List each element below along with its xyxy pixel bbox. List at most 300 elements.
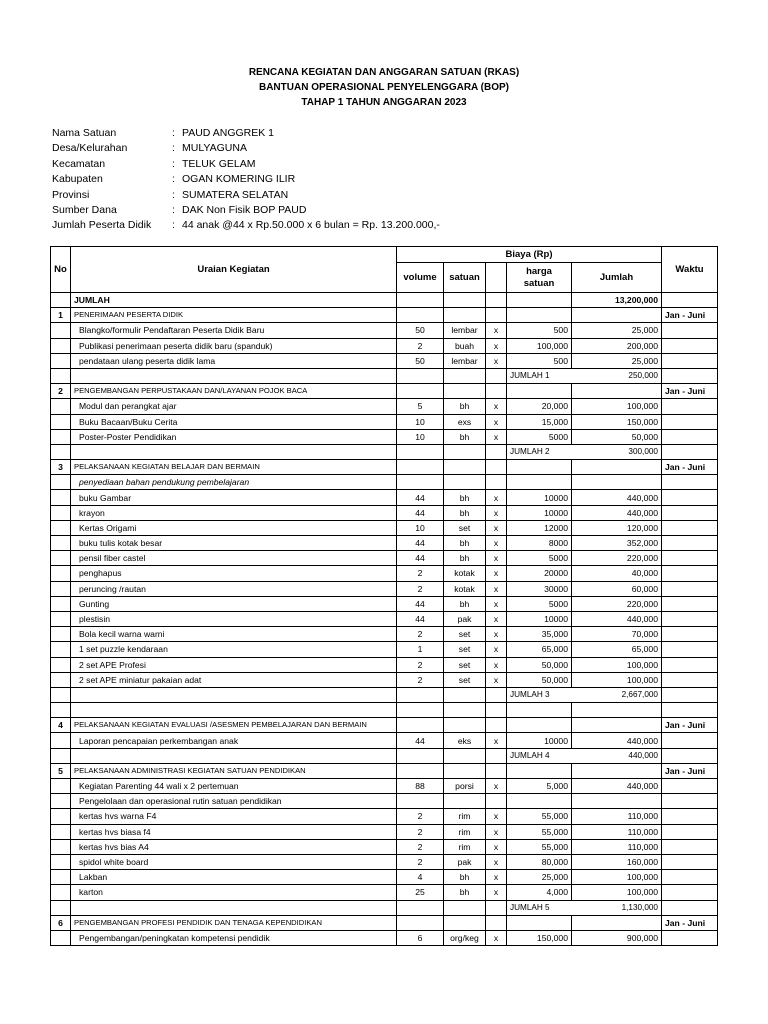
item-x: x: [486, 323, 507, 338]
empty-cell: [486, 915, 507, 930]
item-harga: 10000: [507, 505, 572, 520]
info-colon: :: [172, 142, 175, 155]
empty-cell: [662, 323, 718, 338]
item-satuan: eks: [444, 733, 486, 748]
item-volume: 2: [397, 581, 444, 596]
budget-table: [50, 246, 718, 946]
empty-cell: [51, 824, 71, 839]
subtotal-row: [51, 687, 718, 702]
empty-cell: [572, 703, 662, 718]
item-x: x: [486, 824, 507, 839]
empty-cell: [51, 414, 71, 429]
empty-cell: [486, 444, 507, 459]
empty-cell: [71, 748, 397, 763]
item-volume: 6: [397, 930, 444, 945]
item-volume: 44: [397, 551, 444, 566]
empty-cell: [507, 703, 572, 718]
item-satuan: bh: [444, 536, 486, 551]
empty-cell: [397, 384, 444, 399]
empty-cell: [51, 779, 71, 794]
empty-cell: [397, 368, 444, 383]
empty-cell: [572, 384, 662, 399]
item-row: [51, 490, 718, 505]
subtotal-row: [51, 444, 718, 459]
empty-cell: [662, 733, 718, 748]
item-jumlah: 110,000: [572, 809, 662, 824]
item-harga: 500: [507, 353, 572, 368]
item-description: Modul dan perangkat ajar: [71, 399, 397, 414]
info-value: DAK Non Fisik BOP PAUD: [182, 204, 307, 217]
item-row: [51, 824, 718, 839]
item-jumlah: 440,000: [572, 611, 662, 626]
item-satuan: porsi: [444, 779, 486, 794]
item-description: plestisin: [71, 611, 397, 626]
empty-cell: [51, 490, 71, 505]
item-harga: 100,000: [507, 338, 572, 353]
header-biaya: Biaya (Rp): [397, 247, 662, 263]
empty-cell: [486, 308, 507, 323]
item-jumlah: 120,000: [572, 520, 662, 535]
document-title: [0, 65, 768, 110]
info-label: Jumlah Peserta Didik: [52, 219, 152, 232]
subtotal-label: JUMLAH 4: [507, 748, 572, 763]
grand-total-empty: [397, 293, 444, 308]
item-x: x: [486, 930, 507, 945]
item-row: [51, 627, 718, 642]
item-jumlah: 40,000: [572, 566, 662, 581]
info-row: [52, 188, 440, 203]
empty-cell: [662, 779, 718, 794]
grand-total-empty: [662, 293, 718, 308]
empty-cell: [397, 687, 444, 702]
item-description: karton: [71, 885, 397, 900]
item-jumlah: 352,000: [572, 536, 662, 551]
section-title: PELAKSANAAN ADMINISTRASI KEGIATAN SATUAN PENDIDIKAN: [71, 763, 397, 778]
item-description: buku tulis kotak besar: [71, 536, 397, 551]
item-satuan: bh: [444, 596, 486, 611]
item-jumlah: 440,000: [572, 505, 662, 520]
item-satuan: bh: [444, 885, 486, 900]
empty-cell: [51, 611, 71, 626]
header-satuan: satuan: [444, 263, 486, 293]
item-x: x: [486, 657, 507, 672]
empty-cell: [51, 672, 71, 687]
item-satuan: set: [444, 520, 486, 535]
empty-cell: [51, 596, 71, 611]
info-label: Nama Satuan: [52, 127, 117, 139]
subtotal-label: JUMLAH 1: [507, 368, 572, 383]
empty-cell: [486, 687, 507, 702]
empty-cell: [662, 854, 718, 869]
info-label: Kabupaten: [52, 173, 103, 186]
empty-cell: [507, 384, 572, 399]
item-row: [51, 536, 718, 551]
empty-cell: [486, 475, 507, 490]
empty-cell: [662, 687, 718, 702]
item-volume: 10: [397, 414, 444, 429]
item-satuan: exs: [444, 414, 486, 429]
empty-cell: [662, 444, 718, 459]
empty-cell: [486, 368, 507, 383]
item-harga: 10000: [507, 490, 572, 505]
item-x: x: [486, 627, 507, 642]
item-x: x: [486, 429, 507, 444]
empty-cell: [662, 353, 718, 368]
item-description: Publikasi penerimaan peserta didik baru (spanduk): [71, 338, 397, 353]
item-description: kertas hvs biasa f4: [71, 824, 397, 839]
item-description: Gunting: [71, 596, 397, 611]
subtotal-label: JUMLAH 5: [507, 900, 572, 915]
empty-cell: [397, 703, 444, 718]
empty-cell: [51, 429, 71, 444]
item-x: x: [486, 581, 507, 596]
empty-cell: [444, 368, 486, 383]
empty-cell: [662, 748, 718, 763]
empty-cell: [51, 551, 71, 566]
empty-cell: [507, 763, 572, 778]
item-satuan: rim: [444, 809, 486, 824]
item-satuan: kotak: [444, 566, 486, 581]
item-volume: 44: [397, 536, 444, 551]
item-volume: 44: [397, 490, 444, 505]
section-title: PELAKSANAAN KEGIATAN EVALUASI /ASESMEN PEMBELAJARAN DAN BERMAIN: [71, 718, 397, 733]
empty-cell: [397, 308, 444, 323]
info-row: [52, 218, 440, 233]
item-satuan: set: [444, 672, 486, 687]
info-value: MULYAGUNA: [182, 142, 247, 155]
item-description: pensil fiber castel: [71, 551, 397, 566]
info-value: TELUK GELAM: [182, 157, 256, 170]
item-jumlah: 65,000: [572, 642, 662, 657]
info-label: Desa/Kelurahan: [52, 142, 128, 155]
item-x: x: [486, 839, 507, 854]
item-row: [51, 551, 718, 566]
empty-cell: [507, 718, 572, 733]
empty-cell: [444, 900, 486, 915]
item-x: x: [486, 399, 507, 414]
empty-cell: [444, 748, 486, 763]
item-harga: 20000: [507, 566, 572, 581]
subtotal-label: JUMLAH 3: [507, 687, 572, 702]
subtotal-row: [51, 368, 718, 383]
item-satuan: bh: [444, 551, 486, 566]
empty-cell: [662, 657, 718, 672]
item-harga: 15,000: [507, 414, 572, 429]
item-satuan: pak: [444, 611, 486, 626]
item-description: Laporan pencapaian perkembangan anak: [71, 733, 397, 748]
grand-total-empty: [486, 293, 507, 308]
item-satuan: kotak: [444, 581, 486, 596]
subtotal-value: 250,000: [572, 368, 662, 383]
section-waktu: Jan - Juni: [662, 460, 718, 475]
item-volume: 2: [397, 839, 444, 854]
empty-cell: [397, 460, 444, 475]
item-volume: 2: [397, 854, 444, 869]
item-volume: 2: [397, 824, 444, 839]
empty-cell: [572, 460, 662, 475]
subtotal-value: 2,667,000: [572, 687, 662, 702]
empty-cell: [397, 900, 444, 915]
info-row: [52, 203, 440, 218]
item-jumlah: 25,000: [572, 323, 662, 338]
empty-cell: [51, 323, 71, 338]
item-harga: 35,000: [507, 627, 572, 642]
item-volume: 10: [397, 520, 444, 535]
item-volume: 10: [397, 429, 444, 444]
section-number: 1: [51, 308, 71, 323]
title-line-1: RENCANA KEGIATAN DAN ANGGARAN SATUAN (RKAS): [248, 67, 520, 78]
empty-cell: [662, 672, 718, 687]
item-jumlah: 160,000: [572, 854, 662, 869]
empty-cell: [51, 748, 71, 763]
item-description: spidol white board: [71, 854, 397, 869]
empty-cell: [51, 930, 71, 945]
empty-cell: [662, 642, 718, 657]
empty-cell: [51, 353, 71, 368]
item-satuan: bh: [444, 490, 486, 505]
empty-cell: [51, 703, 71, 718]
info-value: PAUD ANGGREK 1: [182, 127, 274, 139]
section-title: PELAKSANAAN KEGIATAN BELAJAR DAN BERMAIN: [71, 460, 397, 475]
empty-cell: [51, 581, 71, 596]
info-value: SUMATERA SELATAN: [182, 188, 289, 201]
empty-cell: [51, 839, 71, 854]
item-x: x: [486, 885, 507, 900]
title-line-2: BANTUAN OPERASIONAL PENYELENGGARA (BOP): [258, 82, 509, 93]
empty-cell: [662, 429, 718, 444]
empty-cell: [51, 885, 71, 900]
empty-cell: [71, 900, 397, 915]
item-satuan: rim: [444, 824, 486, 839]
empty-cell: [572, 718, 662, 733]
item-jumlah: 220,000: [572, 551, 662, 566]
item-jumlah: 100,000: [572, 870, 662, 885]
item-satuan: buah: [444, 338, 486, 353]
empty-cell: [572, 475, 662, 490]
empty-cell: [662, 824, 718, 839]
empty-cell: [662, 566, 718, 581]
empty-cell: [51, 566, 71, 581]
item-harga: 20,000: [507, 399, 572, 414]
empty-cell: [397, 915, 444, 930]
item-satuan: set: [444, 642, 486, 657]
section-number: 6: [51, 915, 71, 930]
item-satuan: rim: [444, 839, 486, 854]
item-harga: 25,000: [507, 870, 572, 885]
section-title: PENGEMBANGAN PERPUSTAKAAN DAN/LAYANAN POJOK BACA: [71, 384, 397, 399]
grand-total-no: [51, 293, 71, 308]
section-waktu: Jan - Juni: [662, 763, 718, 778]
section-row: [51, 763, 718, 778]
item-harga: 5000: [507, 551, 572, 566]
item-volume: 4: [397, 870, 444, 885]
info-colon: :: [172, 188, 175, 201]
item-x: x: [486, 551, 507, 566]
item-satuan: lembar: [444, 323, 486, 338]
item-description: Kertas Origami: [71, 520, 397, 535]
item-row: [51, 338, 718, 353]
blank-row: [51, 703, 718, 718]
info-colon: :: [172, 127, 175, 139]
empty-cell: [444, 460, 486, 475]
empty-cell: [662, 596, 718, 611]
section-number: 2: [51, 384, 71, 399]
item-volume: 2: [397, 627, 444, 642]
empty-cell: [397, 718, 444, 733]
subtotal-row: [51, 900, 718, 915]
item-harga: 5000: [507, 429, 572, 444]
grand-total-empty: [444, 293, 486, 308]
item-harga: 4,000: [507, 885, 572, 900]
item-jumlah: 440,000: [572, 733, 662, 748]
empty-cell: [51, 687, 71, 702]
empty-cell: [444, 763, 486, 778]
item-x: x: [486, 353, 507, 368]
item-row: [51, 414, 718, 429]
empty-cell: [662, 794, 718, 809]
empty-cell: [397, 748, 444, 763]
empty-cell: [444, 687, 486, 702]
item-jumlah: 220,000: [572, 596, 662, 611]
item-jumlah: 900,000: [572, 930, 662, 945]
empty-cell: [662, 490, 718, 505]
item-row: [51, 870, 718, 885]
note-text: Pengelolaan dan operasional rutin satuan pendidikan: [71, 794, 397, 809]
empty-cell: [51, 338, 71, 353]
grand-total-value: 13,200,000: [572, 293, 662, 308]
item-satuan: set: [444, 657, 486, 672]
item-jumlah: 100,000: [572, 672, 662, 687]
note-row: [51, 475, 718, 490]
item-harga: 50,000: [507, 657, 572, 672]
info-row: [52, 141, 440, 156]
empty-cell: [507, 460, 572, 475]
item-satuan: bh: [444, 429, 486, 444]
empty-cell: [444, 308, 486, 323]
info-value: 44 anak @44 x Rp.50.000 x 6 bulan = Rp. 13.200.000,-: [182, 219, 440, 232]
note-text: penyediaan bahan pendukung pembelajaran: [71, 475, 397, 490]
item-volume: 5: [397, 399, 444, 414]
empty-cell: [51, 536, 71, 551]
empty-cell: [507, 308, 572, 323]
header-uraian: Uraian Kegiatan: [71, 247, 397, 293]
item-volume: 44: [397, 505, 444, 520]
info-value: OGAN KOMERING ILIR: [182, 173, 296, 186]
empty-cell: [662, 536, 718, 551]
item-x: x: [486, 414, 507, 429]
empty-cell: [662, 703, 718, 718]
item-row: [51, 657, 718, 672]
item-harga: 5,000: [507, 779, 572, 794]
empty-cell: [444, 718, 486, 733]
section-row: [51, 460, 718, 475]
item-harga: 150,000: [507, 930, 572, 945]
item-description: kertas hvs bias A4: [71, 839, 397, 854]
item-x: x: [486, 566, 507, 581]
section-waktu: Jan - Juni: [662, 384, 718, 399]
item-description: Lakban: [71, 870, 397, 885]
section-number: 4: [51, 718, 71, 733]
empty-cell: [486, 748, 507, 763]
item-harga: 10000: [507, 733, 572, 748]
item-volume: 50: [397, 353, 444, 368]
empty-cell: [662, 900, 718, 915]
section-title: PENGEMBANGAN PROFESI PENDIDIK DAN TENAGA KEPENDIDIKAN: [71, 915, 397, 930]
empty-cell: [662, 870, 718, 885]
empty-cell: [51, 399, 71, 414]
item-satuan: set: [444, 627, 486, 642]
item-x: x: [486, 596, 507, 611]
item-satuan: bh: [444, 870, 486, 885]
empty-cell: [486, 384, 507, 399]
empty-cell: [507, 475, 572, 490]
item-row: [51, 672, 718, 687]
item-jumlah: 25,000: [572, 353, 662, 368]
empty-cell: [444, 475, 486, 490]
empty-cell: [51, 505, 71, 520]
item-row: [51, 323, 718, 338]
empty-cell: [444, 794, 486, 809]
item-volume: 44: [397, 596, 444, 611]
empty-cell: [662, 338, 718, 353]
item-row: [51, 854, 718, 869]
item-jumlah: 440,000: [572, 779, 662, 794]
item-x: x: [486, 870, 507, 885]
empty-cell: [51, 870, 71, 885]
section-number: 3: [51, 460, 71, 475]
item-description: Blangko/formulir Pendaftaran Peserta Didik Baru: [71, 323, 397, 338]
section-row: [51, 308, 718, 323]
item-x: x: [486, 505, 507, 520]
header-harga-satuan: harga satuan: [507, 263, 572, 293]
item-harga: 30000: [507, 581, 572, 596]
item-harga: 50,000: [507, 672, 572, 687]
empty-cell: [507, 915, 572, 930]
subtotal-value: 440,000: [572, 748, 662, 763]
item-harga: 55,000: [507, 824, 572, 839]
item-row: [51, 779, 718, 794]
item-harga: 55,000: [507, 839, 572, 854]
item-x: x: [486, 490, 507, 505]
info-row: [52, 172, 440, 187]
empty-cell: [662, 505, 718, 520]
item-description: 1 set puzzle kendaraan: [71, 642, 397, 657]
item-jumlah: 50,000: [572, 429, 662, 444]
item-harga: 10000: [507, 611, 572, 626]
item-harga: 65,000: [507, 642, 572, 657]
section-waktu: Jan - Juni: [662, 718, 718, 733]
empty-cell: [486, 718, 507, 733]
empty-cell: [507, 794, 572, 809]
note-row: [51, 794, 718, 809]
item-volume: 2: [397, 657, 444, 672]
item-jumlah: 110,000: [572, 839, 662, 854]
empty-cell: [486, 900, 507, 915]
empty-cell: [662, 520, 718, 535]
header-volume: volume: [397, 263, 444, 293]
item-row: [51, 839, 718, 854]
item-volume: 50: [397, 323, 444, 338]
empty-cell: [662, 885, 718, 900]
item-volume: 44: [397, 611, 444, 626]
info-label: Kecamatan: [52, 157, 106, 170]
header-jumlah: Jumlah: [572, 263, 662, 293]
item-jumlah: 100,000: [572, 657, 662, 672]
empty-cell: [662, 368, 718, 383]
section-number: 5: [51, 763, 71, 778]
empty-cell: [662, 930, 718, 945]
empty-cell: [51, 368, 71, 383]
